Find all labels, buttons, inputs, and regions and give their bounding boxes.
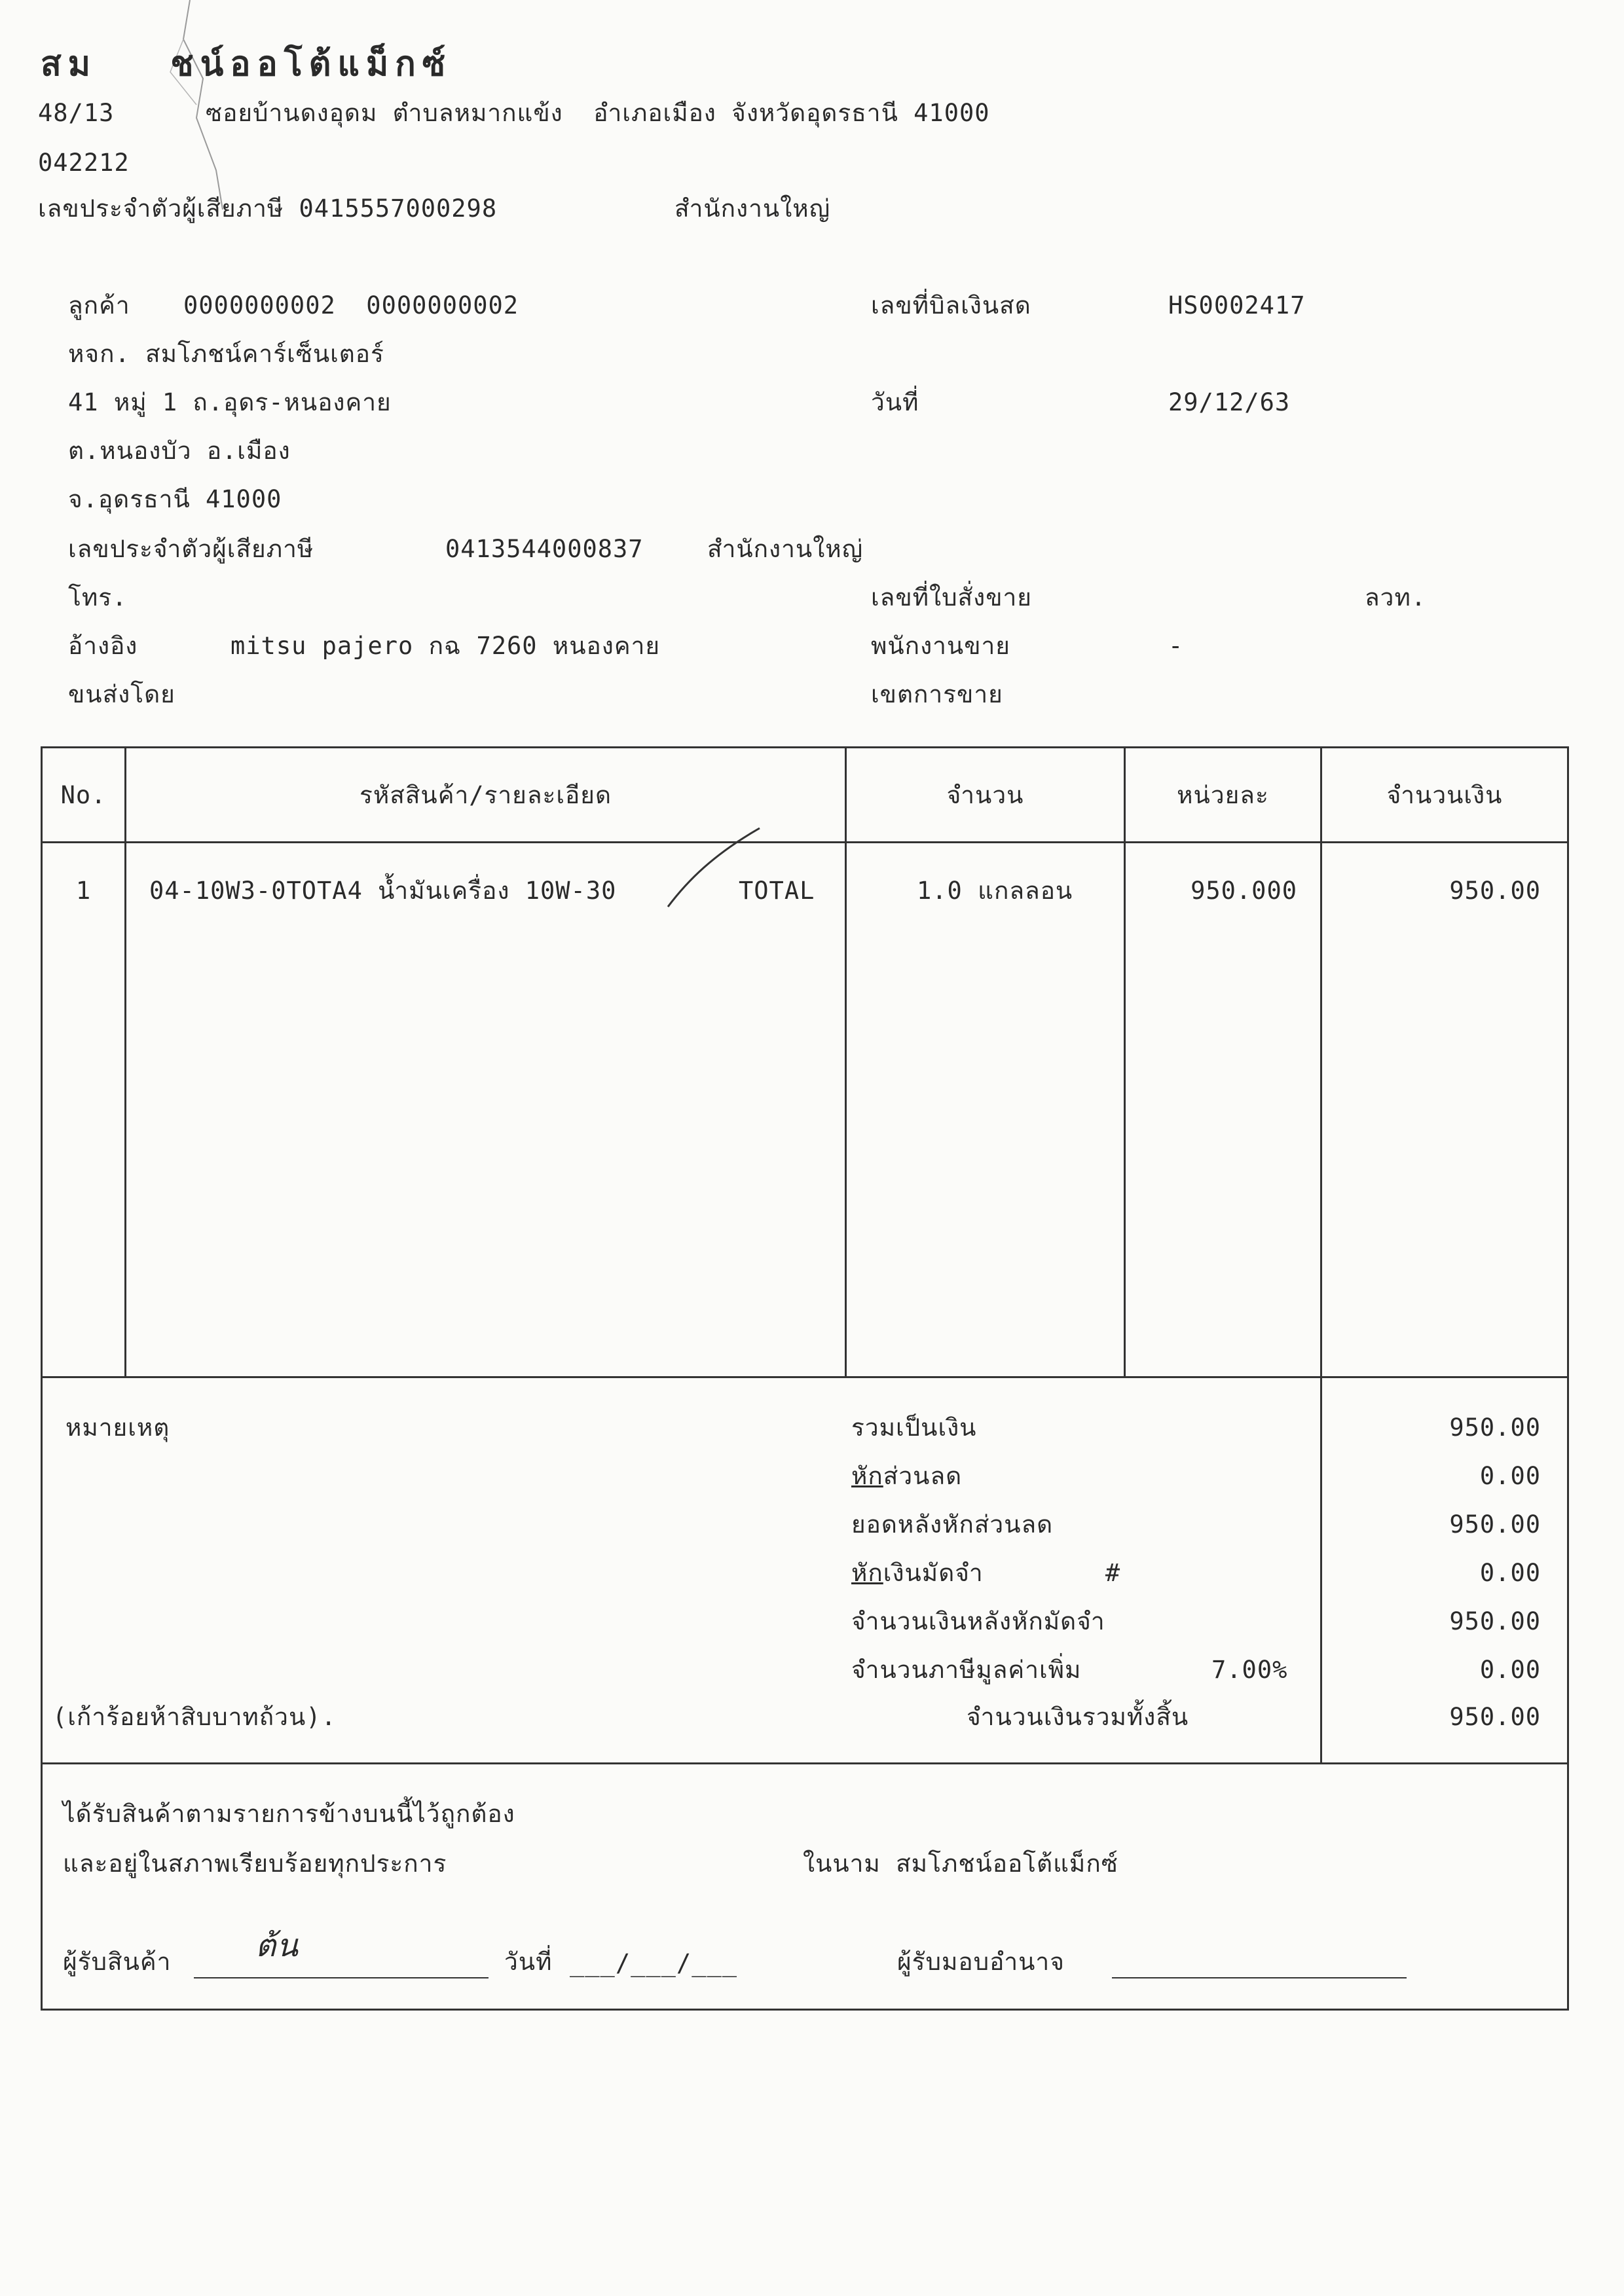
customer-branch: สำนักงานใหญ่: [707, 535, 864, 563]
on-behalf-of: ในนาม สมโภชน์ออโต้แม็กซ์: [803, 1850, 1118, 1878]
seller-name: สม ชน์ออโต้แม็กซ์: [41, 45, 452, 84]
customer-ship-label: ขนส่งโดย: [68, 680, 175, 708]
col-header-description: รหัสสินค้า/รายละเอียด: [360, 781, 612, 809]
vat-value: 0.00: [1479, 1656, 1541, 1684]
row-brand: TOTAL: [739, 877, 815, 905]
after-discount-label: ยอดหลังหักส่วนลด: [851, 1510, 1054, 1539]
amount-in-words: (เก้าร้อยห้าสิบบาทถ้วน).: [52, 1703, 337, 1731]
customer-address-3: จ.อุดรธานี 41000: [68, 485, 282, 513]
receive-date-blank: ___/___/___: [570, 1949, 738, 1977]
row-no: 1: [75, 877, 92, 905]
after-deposit-value: 950.00: [1449, 1607, 1541, 1635]
vat-label: จำนวนภาษีมูลค่าเพิ่ม: [851, 1656, 1082, 1684]
seller-tax-id: เลขประจำตัวผู้เสียภาษี 0415557000298: [38, 194, 498, 223]
sales-area-label: เขตการขาย: [871, 680, 1003, 708]
customer-address-1: 41 หมู่ 1 ถ.อุดร-หนองคาย: [68, 388, 392, 416]
salesperson: -: [1168, 632, 1184, 660]
deposit-value: 0.00: [1479, 1559, 1541, 1587]
after-deposit-label: จำนวนเงินหลังหักมัดจำ: [851, 1607, 1105, 1635]
seller-branch: สำนักงานใหญ่: [674, 194, 831, 223]
seller-phone: 042212: [38, 149, 130, 177]
bill-no: HS0002417: [1168, 291, 1306, 319]
authorized-label: ผู้รับมอบอำนาจ: [897, 1948, 1065, 1976]
after-discount-value: 950.00: [1449, 1510, 1541, 1539]
doc-date-label: วันที่: [871, 388, 919, 416]
authorized-signature-line: [1112, 1977, 1407, 1978]
order-no-label: เลขที่ใบสั่งขาย: [871, 583, 1032, 611]
customer-phone-label: โทร.: [68, 583, 128, 611]
customer-ref: mitsu pajero กฉ 7260 หนองคาย: [231, 632, 661, 660]
receiver-signature: ต้น: [255, 1927, 299, 1964]
col-header-qty: จำนวน: [946, 781, 1024, 809]
customer-name: หจก. สมโภชน์คาร์เซ็นเตอร์: [68, 340, 384, 368]
col-header-amount: จำนวนเงิน: [1386, 781, 1503, 809]
subtotal-label: รวมเป็นเงิน: [851, 1413, 977, 1442]
vat-rate: 7.00%: [1211, 1656, 1288, 1684]
customer-code-label: ลูกค้า: [68, 291, 130, 319]
salesperson-label: พนักงานขาย: [871, 632, 1010, 660]
row-qty: 1.0 แกลลอน: [917, 877, 1073, 905]
customer-address-2: ต.หนองบัว อ.เมือง: [68, 437, 291, 465]
row-unit-price: 950.000: [1190, 877, 1297, 905]
col-header-unit-price: หน่วยละ: [1177, 781, 1269, 809]
grand-total-label: จำนวนเงินรวมทั้งสิ้น: [967, 1703, 1189, 1731]
customer-ref-label: อ้างอิง: [68, 632, 138, 660]
check-mark-icon: [661, 822, 766, 913]
doc-date: 29/12/63: [1168, 388, 1291, 416]
receiver-signature-line: [194, 1977, 489, 1978]
received-statement-2: และอยู่ในสภาพเรียบร้อยทุกประการ: [63, 1850, 447, 1878]
discount-value: 0.00: [1479, 1462, 1541, 1490]
subtotal-value: 950.00: [1449, 1413, 1541, 1442]
receiver-label: ผู้รับสินค้า: [63, 1948, 172, 1976]
grand-total-value: 950.00: [1449, 1703, 1541, 1731]
remark-label: หมายเหตุ: [65, 1413, 170, 1442]
discount-label: หักส่วนลด: [851, 1462, 963, 1490]
customer-code: 0000000002 0000000002: [183, 291, 519, 319]
seller-address: 48/13 ซอยบ้านดงอุดม ตำบลหมากแข้ง อำเภอเมือง จังหวัดอุดรธานี 41000: [38, 99, 990, 127]
customer-tax-label: เลขประจำตัวผู้เสียภาษี: [68, 535, 314, 563]
col-header-no: No.: [60, 781, 107, 809]
bill-no-label: เลขที่บิลเงินสด: [871, 291, 1031, 319]
row-description: 04-10W3-0TOTA4 น้ำมันเครื่อง 10W-30: [149, 877, 617, 905]
customer-tax-id: 0413544000837: [445, 535, 644, 563]
received-statement-1: ได้รับสินค้าตามรายการข้างบนนี้ไว้ถูกต้อง: [63, 1800, 515, 1828]
deposit-label: หักเงินมัดจำ #: [851, 1559, 1121, 1587]
receive-date-label: วันที่: [504, 1948, 553, 1976]
order-code: ลวท.: [1365, 583, 1427, 611]
row-amount: 950.00: [1449, 877, 1541, 905]
